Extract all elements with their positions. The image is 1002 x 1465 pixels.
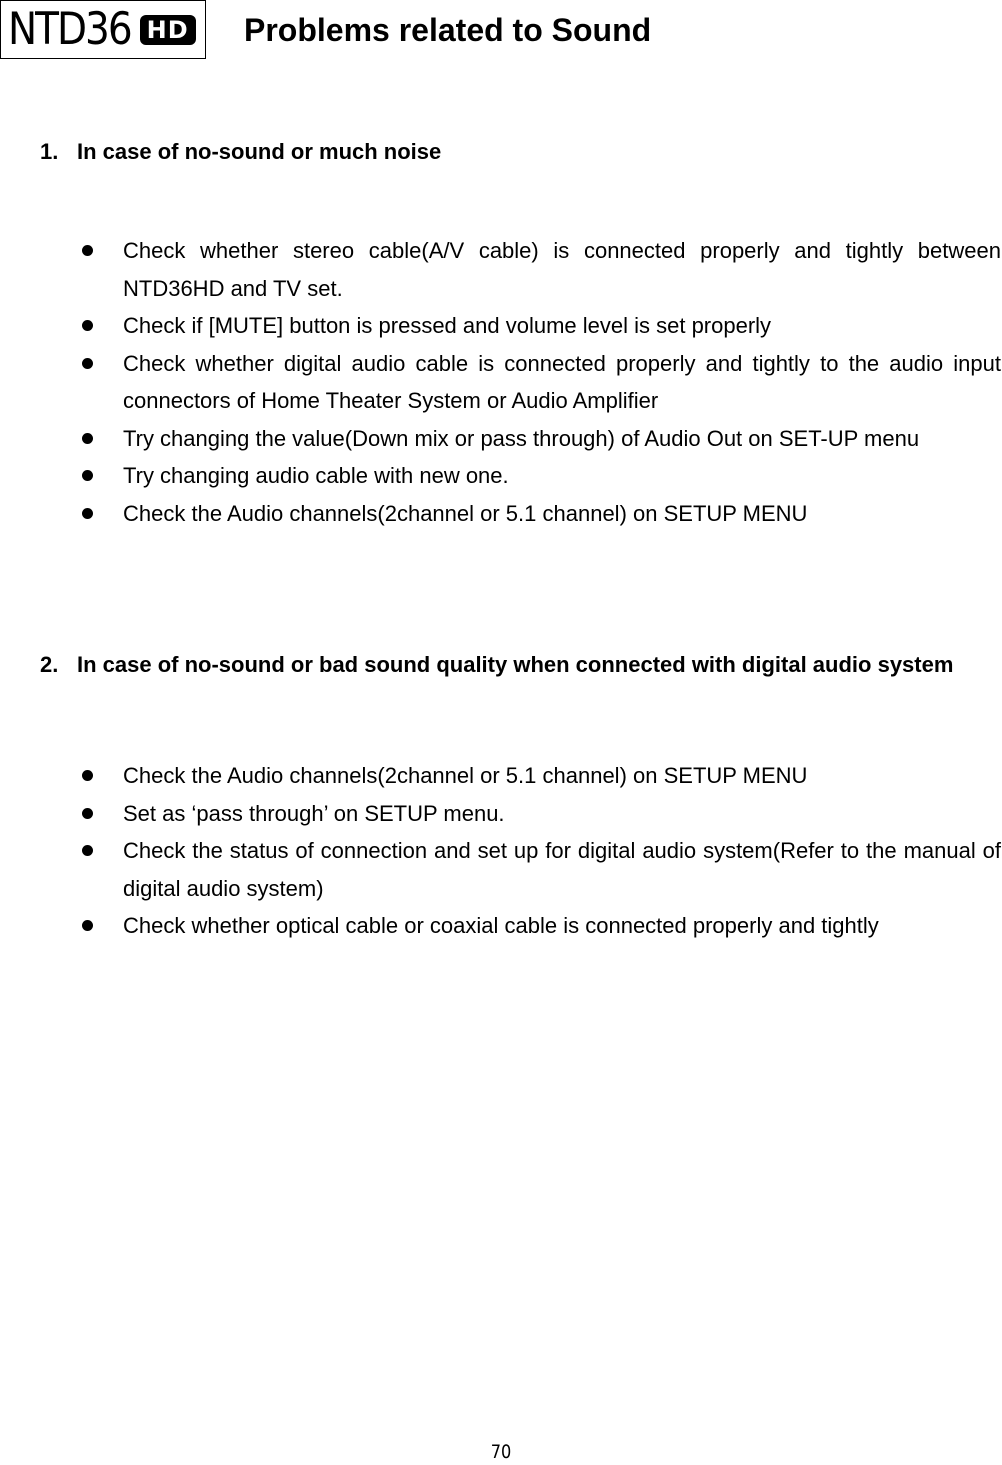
bullet-icon — [82, 320, 93, 331]
list-item-text: Set as ‘pass through’ on SETUP menu. — [123, 800, 505, 826]
page-title: Problems related to Sound — [244, 12, 652, 48]
list-item-text: Check the status of connection and set up for digital audio system(Refer to the manual of digital audio system) — [123, 838, 1001, 901]
list-item — [0, 457, 1002, 495]
list-item — [0, 832, 1002, 907]
bullet-icon — [82, 770, 93, 781]
section-number: 2. — [40, 652, 59, 677]
section-title: In case of no-sound or bad sound quality when connected with digital audio system — [77, 652, 954, 677]
bullet-icon — [82, 433, 93, 444]
list-item — [0, 495, 1002, 533]
section-heading-2 — [40, 646, 1002, 683]
list-item-text: Check whether digital audio cable is connected properly and tightly to the audio input connectors of Home Theater System or Audio Amplifier — [123, 350, 1001, 413]
list-item-text: Check if [MUTE] button is pressed and volume level is set properly — [123, 313, 772, 338]
list-item — [0, 307, 1002, 345]
page-number: 70 — [490, 1441, 512, 1463]
section-2-bullet-list — [0, 757, 1002, 945]
bullet-icon — [82, 845, 93, 856]
bullet-icon — [82, 470, 93, 481]
list-item — [0, 795, 1002, 833]
list-item — [0, 420, 1002, 458]
bullet-icon — [82, 508, 93, 519]
list-item-text: Check whether optical cable or coaxial cable is connected properly and tightly — [123, 913, 879, 938]
section-1-bullet-list — [0, 232, 1002, 532]
list-item — [0, 907, 1002, 945]
list-item — [0, 232, 1002, 307]
list-item — [0, 345, 1002, 420]
list-item-text: Try changing audio cable with new one. — [123, 463, 509, 488]
section-number: 1. — [40, 139, 59, 164]
list-item — [0, 757, 1002, 795]
bullet-icon — [82, 808, 93, 819]
section-heading-1 — [40, 133, 1002, 170]
list-item-text: Check the Audio channels(2channel or 5.1 channel) on SETUP MENU — [123, 500, 808, 526]
section-title: In case of no-sound or much noise — [77, 139, 442, 164]
bullet-icon — [82, 245, 93, 256]
bullet-icon — [82, 920, 93, 931]
list-item-text: Check whether stereo cable(A/V cable) is connected properly and tightly between NTD36HD and TV set. — [123, 238, 1001, 301]
logo-text: NTD36 — [8, 3, 131, 56]
list-item-text: Try changing the value(Down mix or pass through) of Audio Out on SET-UP menu — [123, 425, 920, 451]
product-logo — [0, 0, 206, 59]
list-item-text: Check the Audio channels(2channel or 5.1 channel) on SETUP MENU — [123, 763, 808, 788]
bullet-icon — [82, 358, 93, 369]
logo-hd-badge: HD — [140, 15, 196, 45]
